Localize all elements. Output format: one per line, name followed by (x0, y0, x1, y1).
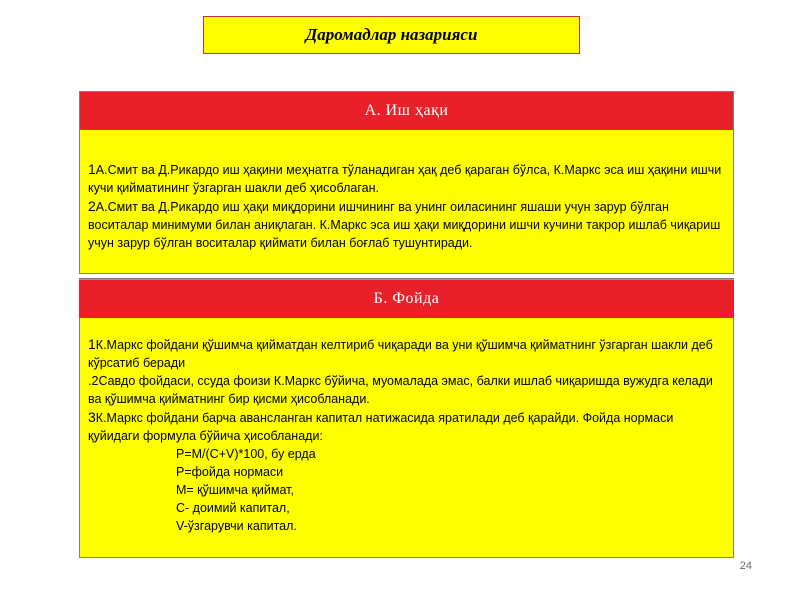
section-wages-panel (79, 91, 734, 274)
paragraph-number: 3 (88, 409, 96, 425)
profit-paragraph-1 (88, 335, 723, 372)
section-profit-body (88, 335, 723, 535)
paragraph-number: 1 (88, 336, 96, 352)
paragraph-text: А.Смит ва Д.Рикардо иш ҳақини меҳнатга тўланадиган ҳақ деб қараган бўлса, К.Маркс эса иш ҳақини ишчи кучи қийматининг ўзгарган шакли деб ҳисоблаган. (88, 163, 722, 195)
wages-paragraph-1 (88, 160, 723, 197)
paragraph-number: 2 (88, 198, 96, 214)
page-number: 24 (739, 560, 752, 572)
paragraph-text: А.Смит ва Д.Рикардо иш ҳақи миқдорини ишчининг ва унинг оиласининг яшаши учун зарур бўлган воситалар минимуми билан аниқлаган. К.Маркс эса иш ҳақи миқдорини ишчи кучини такрор ишлаб чиқариш учун зарур бўлган воситалар қиймати билан боғлаб тушунтиради. (88, 200, 721, 250)
slide-title: Даромадлар назарияси (203, 16, 580, 54)
paragraph-number: 1 (88, 161, 96, 177)
formula-line: P=M/(C+V)*100, бу ерда (176, 447, 316, 461)
section-wages-body (88, 160, 723, 252)
paragraph-text: Савдо фойдаси, ссуда фоизи К.Маркс бўйича, муомалада эмас, балки ишлаб чиқаришда вужудга келади ва қўшимча қийматнинг бир қисми ҳисобланади. (88, 374, 713, 406)
section-wages-header: А. Иш ҳақи (80, 92, 733, 130)
profit-paragraph-3 (88, 408, 723, 445)
formula-definition: V-ўзгарувчи капитал. (176, 519, 297, 533)
wages-paragraph-2 (88, 197, 723, 252)
profit-paragraph-2 (88, 372, 723, 408)
formula-definition: P=фойда нормаси (176, 465, 284, 479)
paragraph-text: К.Маркс фойдани қўшимча қийматдан келтириб чиқаради ва уни қўшимча қийматнинг ўзгарган шакли деб кўрсатиб беради (88, 338, 713, 370)
section-profit-header: Б. Фойда (79, 279, 734, 318)
paragraph-number: .2 (88, 374, 99, 388)
formula-definition: C- доимий капитал, (176, 501, 290, 515)
section-profit-panel (79, 278, 734, 558)
formula-definition: M= қўшимча қиймат, (176, 483, 294, 497)
paragraph-text: К.Маркс фойдани барча авансланган капитал натижасида яратилади деб қарайди. Фойда нормаси қуйидаги формула бўйича ҳисобланади: (88, 411, 674, 443)
